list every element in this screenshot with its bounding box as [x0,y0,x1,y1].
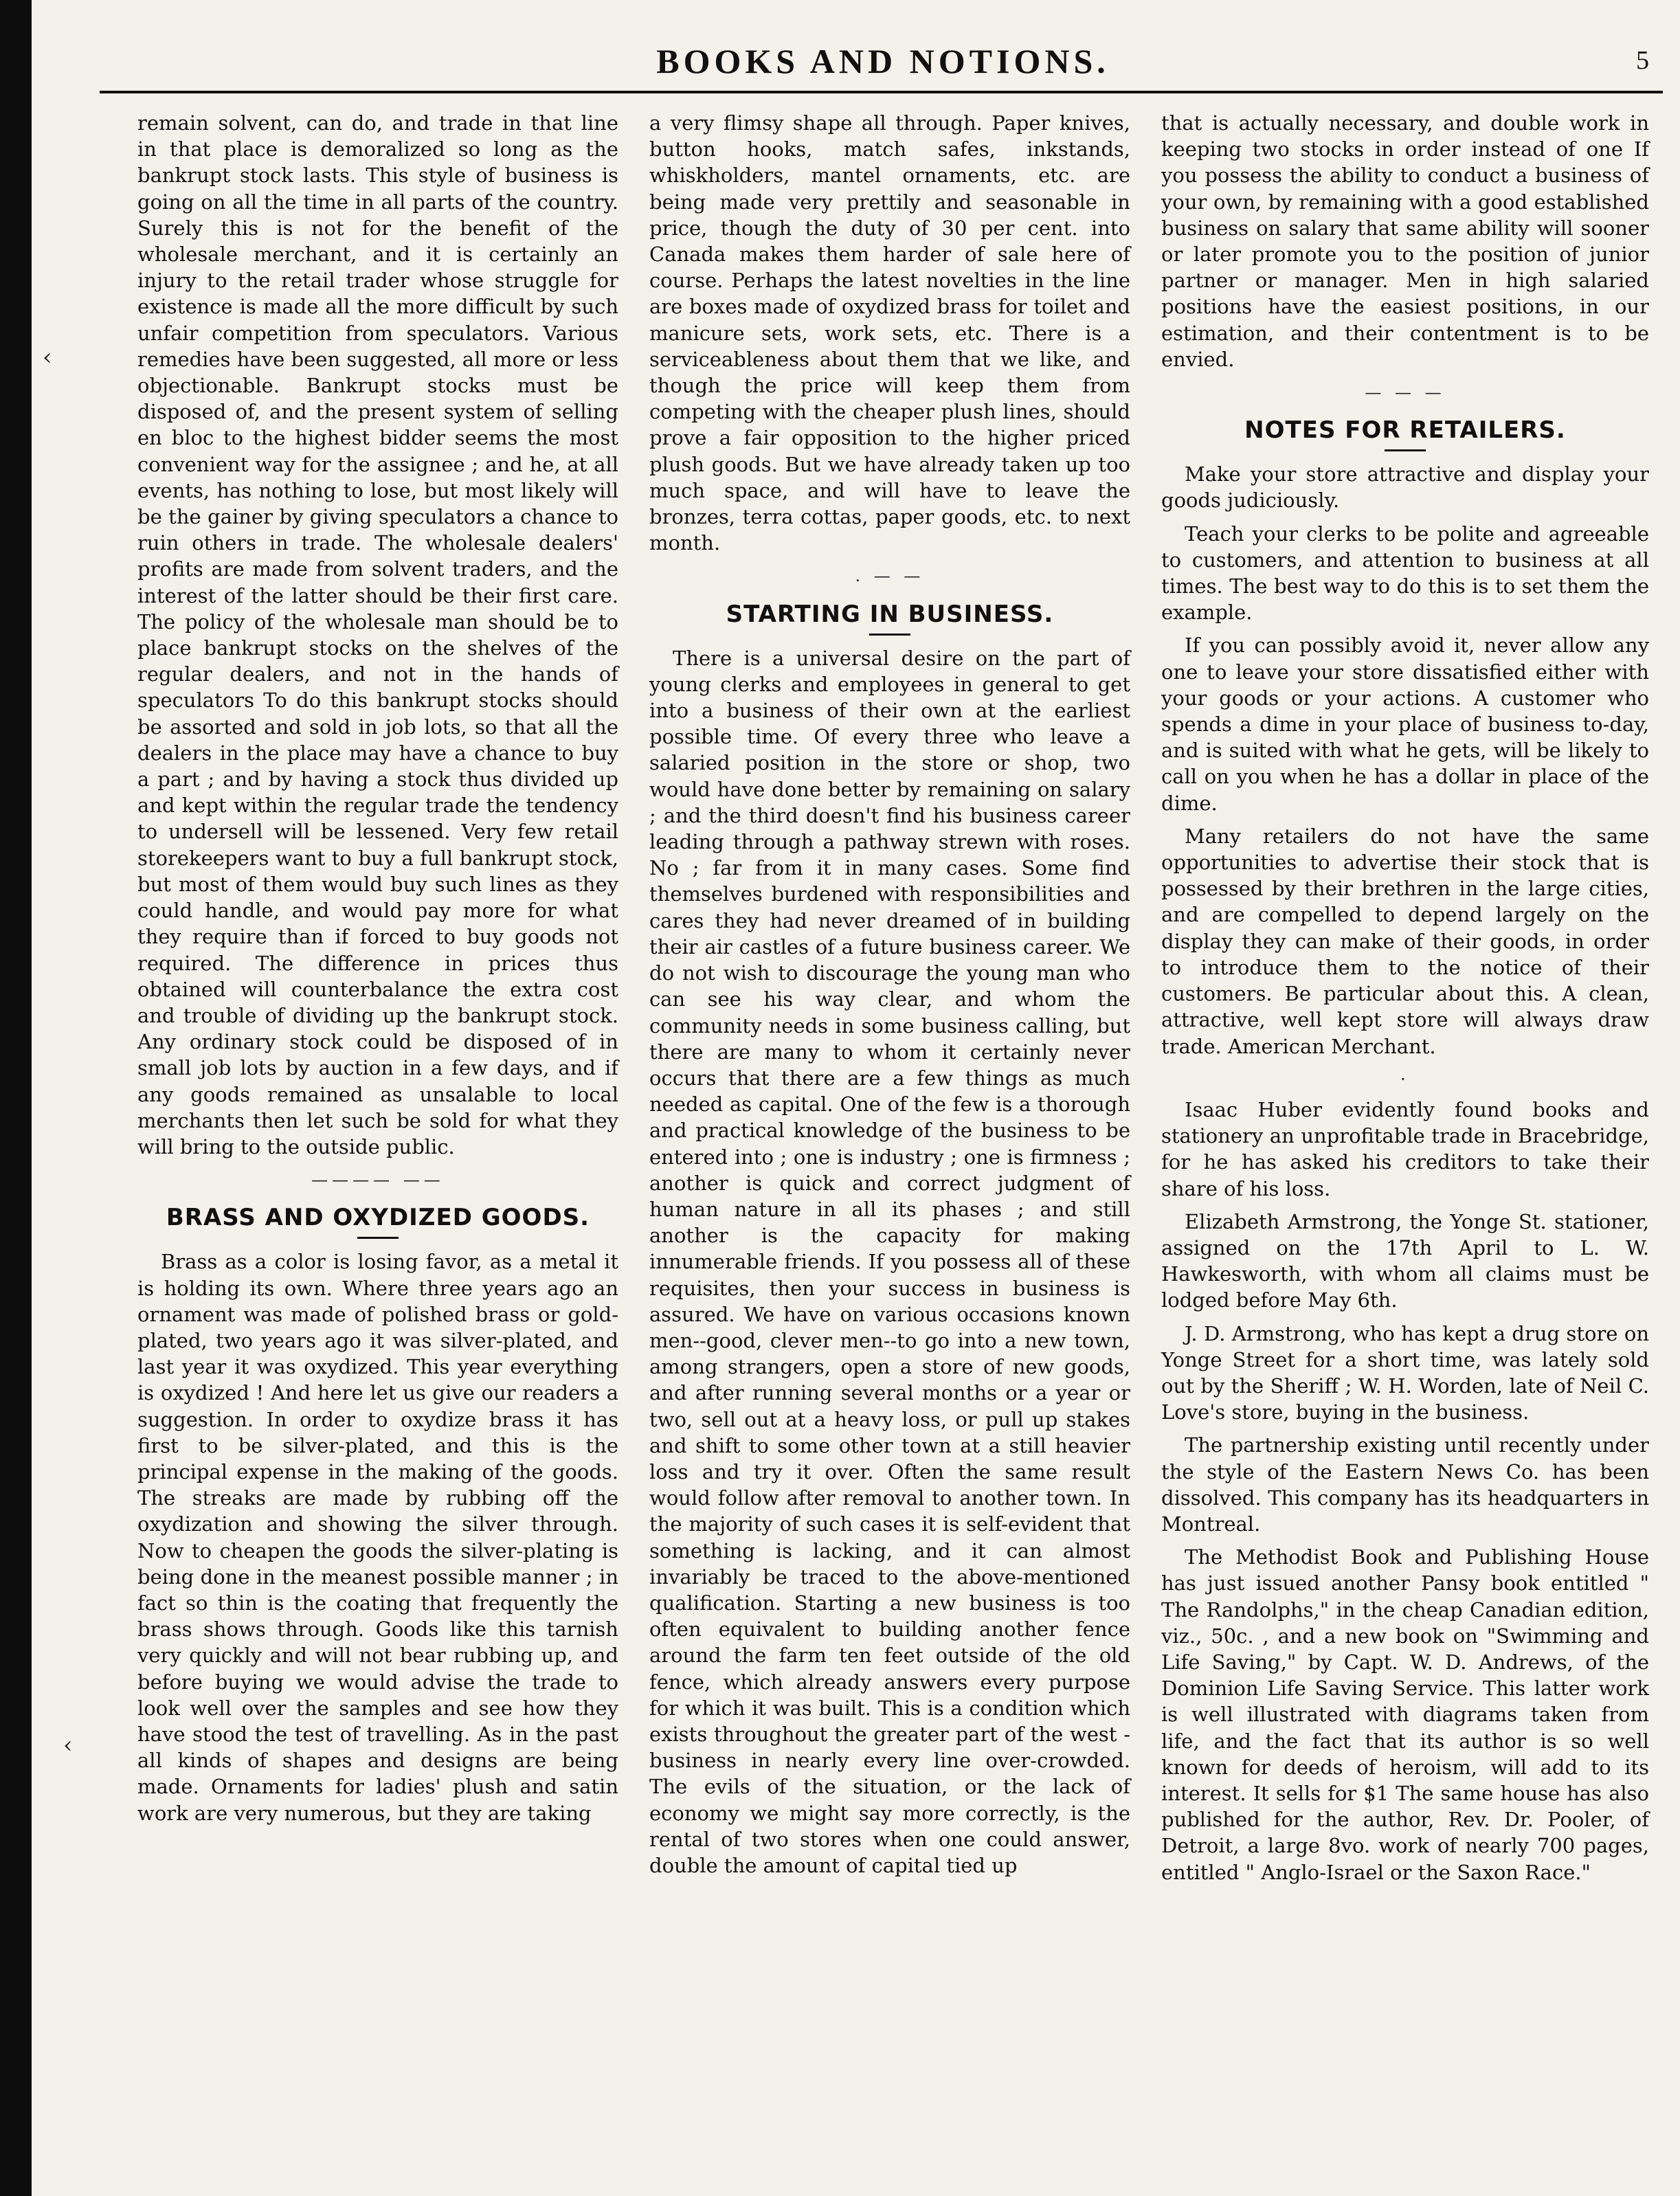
margin-mark: ‹ [43,344,52,371]
column-2 [649,110,1130,1885]
margin-mark: ‹ [63,1732,73,1759]
page-binding-edge [0,0,32,2196]
publication-title: BOOKS AND NOTIONS. [656,42,1110,80]
paragraph: Teach your clerks to be polite and agreeable to customers, and attention to business at all times. The best way to do this is to set them the example. [1161,522,1649,625]
paragraph: Brass as a color is losing favor, as a metal it is holding its own. Where three years ago an ornament was made of polished brass or gold-plated, two years ago it was silver-plated, and last year it was oxydized. This year everything is oxydized ! And here let us give our readers a suggestion. In order to oxydize brass it has first to be silver-plated, and this is the principal expense in the making of the goods. The streaks are made by rubbing off the oxydization and showing the silver through. Now to cheapen the goods the silver-plating is being done in the meanest possible manner ; in fact so thin is the coating that frequently the brass shows through. Goods like this tarnish very quickly and will not bear rubbing up, and before buying we would advise the trade to look well over the samples and see how they have stood the test of travelling. As in the past all kinds of shapes and designs are being made. Ornaments for ladies' plush and satin work are very numerous, but they are taking [137,1250,618,1825]
paragraph: Make your store attractive and display your goods judiciously. [1161,462,1649,513]
paragraph: If you can possibly avoid it, never allow any one to leave your store dissatisfied either with your goods or your actions. A customer who spends a dime in your place of business to-day, and is suited with what he gets, will be likely to call on you when he has a dollar in place of the dime. [1161,634,1649,815]
paragraph: remain solvent, can do, and trade in that line in that place is demoralized so long as the bankrupt stock lasts. This style of business is going on all the time in all parts of the country. Surely this is not for the benefit of the wholesale merchant, and it is certainly an injury to the retail trader whose struggle for existence is made all the more difficult by such unfair competition from speculators. Various remedies have been suggested, all more or less objectionable. Bankrupt stocks must be disposed of, and the present system of selling en bloc to the highest bidder seems the most convenient way for the assignee ; and he, at all events, has nothing to lose, but most likely will be the gainer by giving speculators a chance to ruin others in trade. The wholesale dealers' profits are made from solvent traders, and the interest of the latter should be their first care. The policy of the wholesale man should be to place bankrupt stocks on the shelves of the regular dealers, and not in the hands of speculators To do this bankrupt stocks should be assorted and sold in job lots, so that all the dealers in the place may have a chance to buy a part ; and by having a stock thus divided up and kept within the regular trade the tendency to undersell will be lessened. Very few retail storekeepers want to buy a full bankrupt stock, but most of them would buy such lines as they could handle, and would pay more for what they require than if forced to buy goods not required. The difference in prices thus obtained will counterbalance the extra cost and trouble of dividing up the bankrupt stock. Any ordinary stock could be disposed of in small job lots by auction in a few days, and if any goods remained as unsalable to local merchants then let such be sold for what they will bring to the outside public. [137,111,618,1158]
separator: — — — [1365,383,1446,403]
section-heading: NOTES FOR RETAILERS. [1244,416,1566,445]
heading-rule [869,634,910,636]
section-heading: BRASS AND OXYDIZED GOODS. [166,1204,590,1232]
paragraph: Many retailers do not have the same opportunities to advertise their stock that is possessed by their brethren in the large cities, and are compelled to depend largely on the display they can make of their goods, in order to introduce them to the notice of their customers. Be particular about this. A clean, attractive, well kept store will always draw trade. American Merchant. [1161,824,1649,1058]
paragraph: that is actually necessary, and double work in keeping two stocks in order instead of one If you possess the ability to conduct a business of your own, by remaining with a good established business on salary that same ability will sooner or later promote you to the position of junior partner or manager. Men in high salaried positions have the easiest positions, in our estimation, and their contentment is to be envied. [1161,111,1649,371]
section-heading: STARTING IN BUSINESS. [726,600,1054,628]
column-3 [1161,110,1649,1892]
separator: ———— —— [311,1170,445,1190]
separator: . — — [855,566,925,586]
paragraph: The Methodist Book and Publishing House has just issued another Pansy book entitled " The Randolphs," in the cheap Canadian edition, viz., 50c. , and a new book on "Swimming and Life Saving," by Capt. W. D. Andrews, of the Dominion Life Saving Service. This latter work is well illustrated with diagrams taken from life, and the fact that its author is so well known for deeds of heroism, will add to its interest. It sells for $1 The same house has also published for the author, Rev. Dr. Pooler, of Detroit, a large 8vo. work of nearly 700 pages, entitled " Anglo-Israel or the Saxon Race." [1161,1545,1649,1884]
paragraph: Elizabeth Armstrong, the Yonge St. stationer, assigned on the 17th April to L. W. Hawkesworth, with whom all claims must be lodged before May 6th. [1161,1209,1649,1312]
header-rule [100,91,1663,93]
separator: · [1400,1069,1410,1089]
paragraph: J. D. Armstrong, who has kept a drug store on Yonge Street for a short time, was lately sold out by the Sheriff ; W. H. Worden, late of Neil C. Love's store, buying in the business. [1161,1321,1649,1424]
masthead [103,27,1663,96]
paragraph: a very flimsy shape all through. Paper knives, button hooks, match safes, inkstands, whiskholders, mantel ornaments, etc. are being made very prettily and seasonable in price, though the duty of 30 per cent. into Canada makes them harder of sale here of course. Perhaps the latest novelties in the line are boxes made of oxydized brass for toilet and manicure sets, work sets, etc. There is a serviceableness about them that we like, and though the price will keep them from competing with the cheaper plush lines, should prove a fair opposition to the higher priced plush goods. But we have already taken up too much space, and will have to leave the bronzes, terra cottas, paper goods, etc. to next month. [649,111,1130,555]
column-1 [137,110,618,1833]
heading-rule [357,1237,399,1239]
paragraph: There is a universal desire on the part of young clerks and employees in general to get into a business of their own at the earliest possible time. Of every three who leave a salaried position in the store or shop, two would have done better by remaining on salary ; and the third doesn't find his business career leading through a pathway strewn with roses. No ; far from it in many cases. Some find themselves burdened with responsibilities and cares they had never dreamed of in building their air castles of a future business career. We do not wish to discourage the young man who can see his way clear, and whom the community needs in some business calling, but there are many to whom it certainly never occurs that there are a few things as much needed as capital. One of the few is a thorough and practical knowledge of the business to be entered into ; one is industry ; one is firmness ; another is quick and correct judgment of human nature in all its phases ; and still another is the capacity for making innumerable friends. If you possess all of these requisites, then your success in business is assured. We have on various occasions known men--good, clever men--to go into a new town, among strangers, open a store of new goods, and after running several months or a year or two, sell out at a heavy loss, or pull up stakes and shift to some other town at a still heavier loss and try it over. Often the same result would follow after removal to another town. In the majority of such cases it is self-evident that something is lacking, and it can almost invariably be traced to the above-mentioned qualification. Starting a new business is too often equivalent to building another fence around the farm ten feet outside of the old fence, which already answers every purpose for which it was built. This is a condition which exists throughout the greater part of the west -business in nearly every line over-crowded. The evils of the situation, or the lack of economy we might say more correctly, is the rental of two stores when one could answer, double the amount of capital tied up [649,646,1130,1877]
page-number: 5 [1636,46,1649,75]
paragraph: The partnership existing until recently under the style of the Eastern News Co. has been dissolved. This company has its headquarters in Montreal. [1161,1433,1649,1536]
paragraph: Isaac Huber evidently found books and stationery an unprofitable trade in Bracebridge, for he has asked his creditors to take their share of his loss. [1161,1097,1649,1200]
heading-rule [1385,449,1426,451]
